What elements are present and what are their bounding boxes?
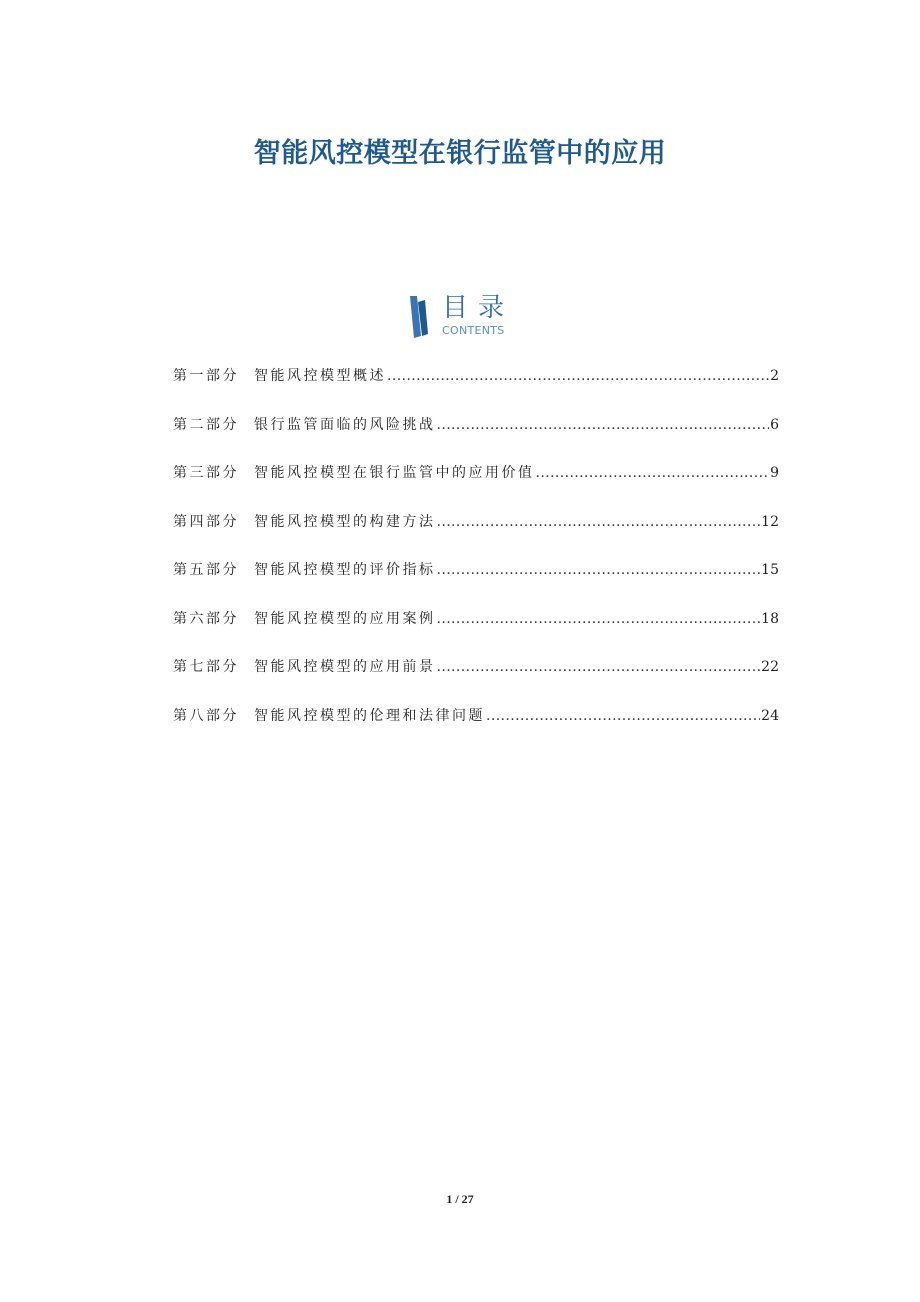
toc-dot-leader xyxy=(437,653,761,681)
toc-entry-title: 智能风控模型概述 xyxy=(254,368,386,384)
toc-entry-page: 12 xyxy=(761,513,779,530)
toc-entry[interactable] xyxy=(173,605,779,654)
toc-dot-leader xyxy=(536,459,770,487)
toc-entry-part: 第六部分 xyxy=(173,610,239,627)
toc-entry[interactable] xyxy=(173,556,779,605)
toc-entry-title: 智能风控模型的应用前景 xyxy=(254,659,436,675)
toc-entry-part: 第七部分 xyxy=(173,659,239,675)
toc-dot-leader xyxy=(437,556,761,584)
toc-dot-leader xyxy=(437,508,761,536)
toc-entry-page: 22 xyxy=(761,659,779,675)
toc-entry[interactable] xyxy=(173,459,779,508)
toc-entry-page: 15 xyxy=(761,562,779,578)
toc-entry[interactable] xyxy=(173,508,779,557)
toc-entry-title: 银行监管面临的风险挑战 xyxy=(254,416,436,433)
toc-entry-title: 智能风控模型的伦理和法律问题 xyxy=(254,707,485,724)
toc-entry-part: 第三部分 xyxy=(173,465,239,481)
contents-logo-icon xyxy=(408,296,434,338)
toc-entry[interactable] xyxy=(173,362,779,411)
toc-entry-part: 第八部分 xyxy=(173,707,239,724)
document-title: 智能风控模型在银行监管中的应用 xyxy=(253,138,667,170)
toc-entry-page: 6 xyxy=(770,416,779,433)
toc-entry-title: 智能风控模型在银行监管中的应用价值 xyxy=(254,465,535,481)
toc-entry-part: 第四部分 xyxy=(173,513,239,530)
toc-entry[interactable] xyxy=(173,411,779,460)
page-number: 1 / 27 xyxy=(446,1192,474,1206)
toc-entry-title: 智能风控模型的评价指标 xyxy=(254,562,436,578)
toc-dot-leader xyxy=(437,605,761,633)
toc-dot-leader xyxy=(437,411,770,439)
toc-entry-page: 18 xyxy=(761,610,779,627)
toc-heading-title: 目录 xyxy=(442,293,515,323)
toc-entry[interactable] xyxy=(173,702,779,751)
toc-heading-subtitle: CONTENTS xyxy=(442,324,505,337)
toc-dot-leader xyxy=(486,702,760,730)
toc-entry-page: 2 xyxy=(770,368,779,384)
toc-entry-title: 智能风控模型的应用案例 xyxy=(254,610,436,627)
toc-entry-page: 24 xyxy=(761,707,779,724)
table-of-contents xyxy=(173,362,779,750)
toc-entry-page: 9 xyxy=(770,465,779,481)
toc-entry-title: 智能风控模型的构建方法 xyxy=(254,513,436,530)
toc-dot-leader xyxy=(387,362,769,390)
toc-entry[interactable] xyxy=(173,653,779,702)
toc-heading xyxy=(408,292,548,340)
toc-entry-part: 第一部分 xyxy=(173,368,239,384)
toc-entry-part: 第二部分 xyxy=(173,416,239,433)
toc-entry-part: 第五部分 xyxy=(173,562,239,578)
